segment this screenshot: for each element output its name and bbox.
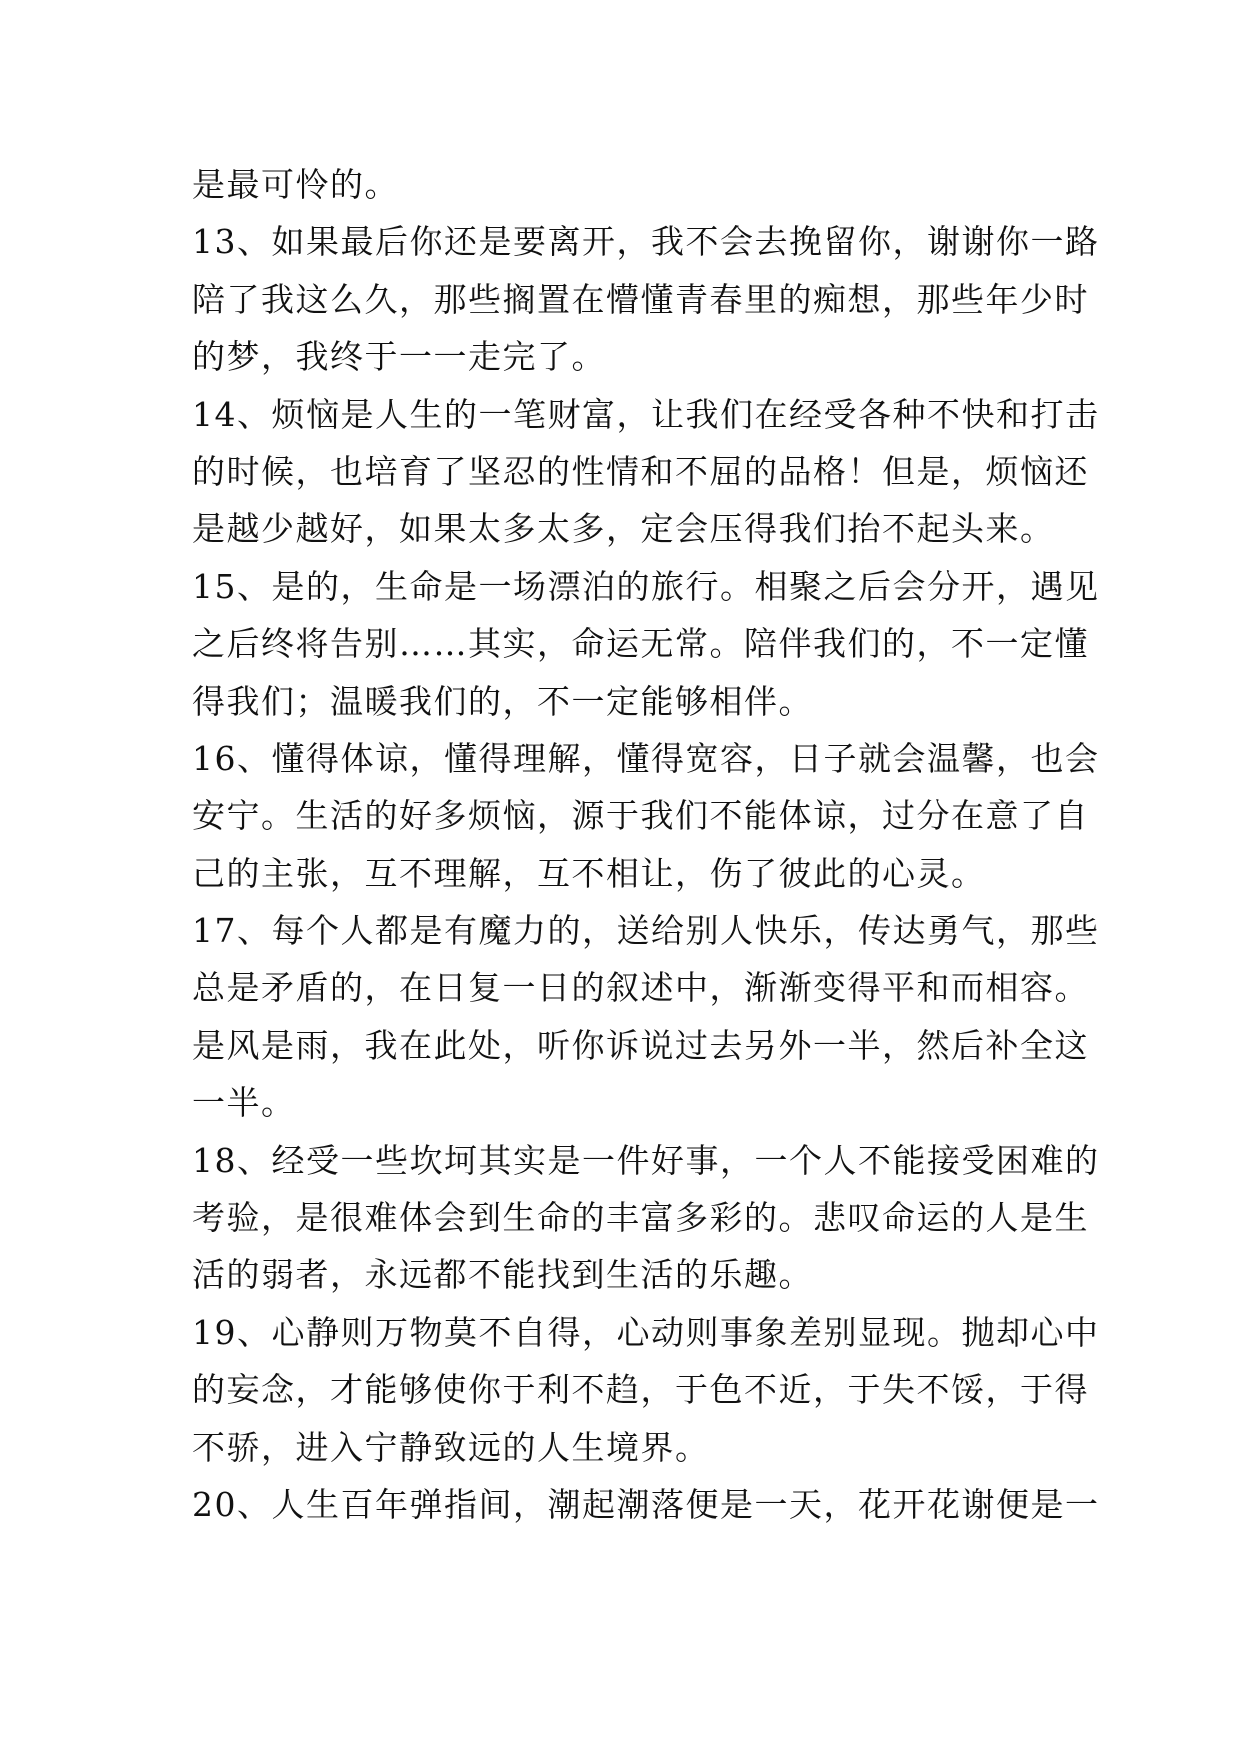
text-line: 安宁。生活的好多烦恼，源于我们不能体谅，过分在意了自 bbox=[192, 796, 1089, 836]
text-line: 陪了我这么久，那些搁置在懵懂青春里的痴想，那些年少时 bbox=[192, 279, 1089, 319]
text-line: 之后终将告别……其实，命运无常。陪伴我们的，不一定懂 bbox=[192, 624, 1089, 664]
text-line: 不骄，进入宁静致远的人生境界。 bbox=[192, 1427, 710, 1467]
text-line: 的梦，我终于一一走完了。 bbox=[192, 337, 606, 377]
text-line: 是越少越好，如果太多太多，定会压得我们抬不起头来。 bbox=[192, 509, 1055, 549]
text-line: 的时候，也培育了坚忍的性情和不屈的品格！但是，烦恼还 bbox=[192, 451, 1089, 491]
body-text bbox=[192, 156, 1100, 1533]
text-line: 考验，是很难体会到生命的丰富多彩的。悲叹命运的人是生 bbox=[192, 1198, 1089, 1238]
text-line: 的妄念，才能够使你于利不趋，于色不近，于失不馁，于得 bbox=[192, 1370, 1089, 1410]
text-line: 是最可怜的。 bbox=[192, 165, 399, 204]
text-line: 16、懂得体谅，懂得理解，懂得宽容，日子就会温馨，也会 bbox=[192, 738, 1100, 778]
text-line: 15、是的，生命是一场漂泊的旅行。相聚之后会分开，遇见 bbox=[192, 566, 1100, 606]
text-line: 得我们；温暖我们的，不一定能够相伴。 bbox=[192, 681, 813, 721]
text-line: 一半。 bbox=[192, 1083, 296, 1123]
text-line: 是风是雨，我在此处，听你诉说过去另外一半，然后补全这 bbox=[192, 1025, 1089, 1065]
text-line: 总是矛盾的，在日复一日的叙述中，渐渐变得平和而相容。 bbox=[192, 968, 1089, 1008]
text-line: 己的主张，互不理解，互不相让，伤了彼此的心灵。 bbox=[192, 853, 986, 893]
text-line: 14、烦恼是人生的一笔财富，让我们在经受各种不快和打击 bbox=[192, 394, 1100, 434]
text-line: 19、心静则万物莫不自得，心动则事象差别显现。抛却心中 bbox=[192, 1312, 1100, 1352]
text-line: 17、每个人都是有魔力的，送给别人快乐，传达勇气，那些 bbox=[192, 911, 1100, 951]
text-line: 20、人生百年弹指间，潮起潮落便是一天，花开花谢便是一 bbox=[192, 1484, 1100, 1524]
text-line: 活的弱者，永远都不能找到生活的乐趣。 bbox=[192, 1255, 813, 1295]
text-line: 13、如果最后你还是要离开，我不会去挽留你，谢谢你一路 bbox=[192, 222, 1100, 262]
text-line: 18、经受一些坎坷其实是一件好事，一个人不能接受困难的 bbox=[192, 1140, 1100, 1180]
